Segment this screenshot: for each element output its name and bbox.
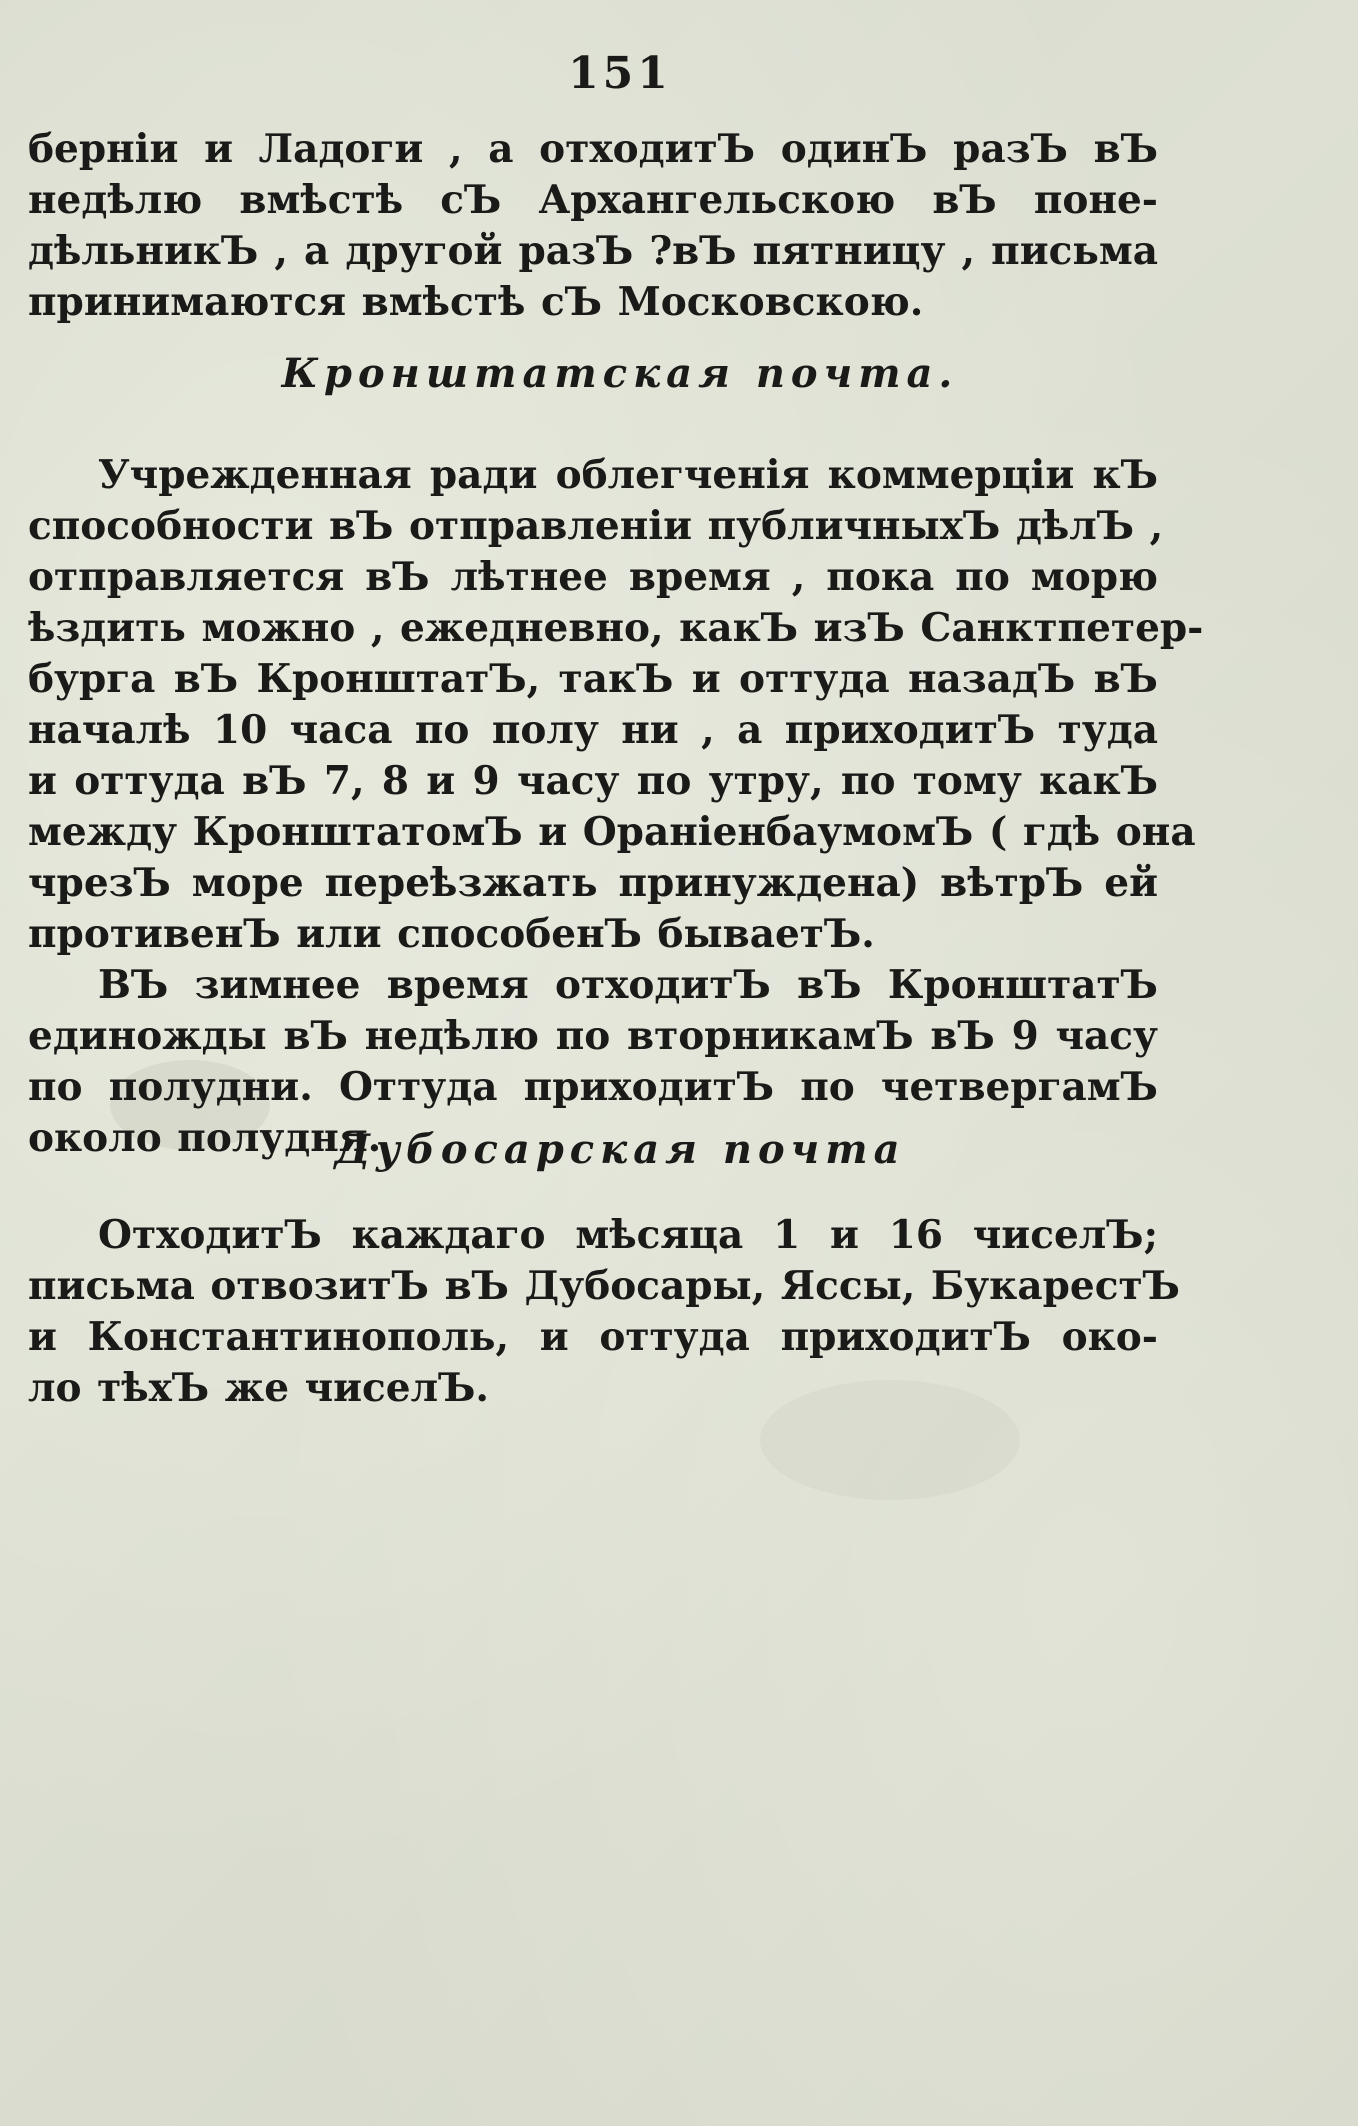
text-line: началѣ 10 часа по полу ни , а приходитЪ туда [28, 707, 1158, 753]
text-line: единожды вЪ недѣлю по вторникамЪ вЪ 9 часу [28, 1013, 1158, 1059]
page-number: 151 [568, 48, 672, 99]
text-line: отправляется вЪ лѣтнее время , пока по морю [28, 554, 1158, 600]
text-line: Учрежденная ради облегченія коммерціи кЪ [98, 452, 1158, 498]
text-line: дѣльникЪ , а другой разЪ ?вЪ пятницу , письма [28, 228, 1158, 274]
text-line: между КронштатомЪ и ОраніенбаумомЪ ( гдѣ она [28, 809, 1196, 855]
text-line: письма отвозитЪ вЪ Дубосары, Яссы, БукарестЪ [28, 1263, 1180, 1309]
section-heading-kronshtadt: Кронштатская почта. [281, 350, 959, 397]
text-line: ОтходитЪ каждаго мѣсяца 1 и 16 чиселЪ; [98, 1212, 1158, 1258]
text-line: ѣздить можно , ежедневно, какЪ изЪ Санктпетер- [28, 605, 1204, 651]
text-line: и Константинополь, и оттуда приходитЪ око- [28, 1314, 1158, 1360]
paragraph-dubossary [28, 1210, 1180, 1414]
paragraph-top [28, 124, 1158, 328]
text-line: способности вЪ отправленіи публичныхЪ дѣлЪ , [28, 503, 1164, 549]
text-line: принимаются вмѣстѣ сЪ Московскою. [28, 279, 924, 325]
text-line: недѣлю вмѣстѣ сЪ Архангельскою вЪ поне- [28, 177, 1158, 223]
text-line: по полудни. Оттуда приходитЪ по четвергамЪ [28, 1064, 1158, 1110]
text-line: бурга вЪ КронштатЪ, такЪ и оттуда назадЪ вЪ [28, 656, 1158, 702]
text-line: около полудня. [28, 1115, 382, 1161]
text-line: ло тѣхЪ же чиселЪ. [28, 1365, 489, 1411]
text-line: противенЪ или способенЪ бываетЪ. [28, 911, 875, 957]
text-line: ВЪ зимнее время отходитЪ вЪ КронштатЪ [98, 962, 1158, 1008]
text-line: берніи и Ладоги , а отходитЪ одинЪ разЪ вЪ [28, 126, 1158, 172]
section-heading-dubossary: Дубосарская почта [334, 1126, 906, 1173]
text-line: чрезЪ море переѣзжать принуждена) вѣтрЪ ей [28, 860, 1158, 906]
paragraph-kronshtadt-1 [28, 450, 1204, 960]
text-line: и оттуда вЪ 7, 8 и 9 часу по утру, по тому какЪ [28, 758, 1158, 804]
